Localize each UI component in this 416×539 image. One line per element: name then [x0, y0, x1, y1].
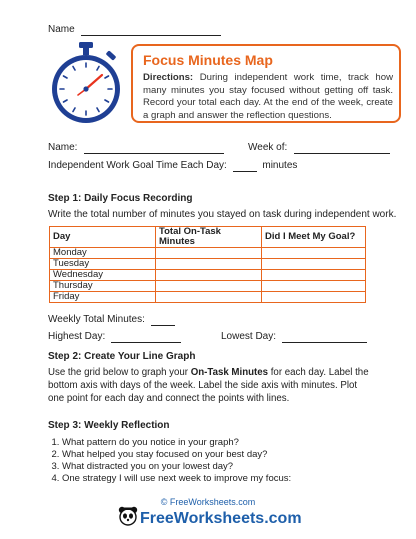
directions-text: During independent work time, track how many minutes you stay focused without getting off task. Record your total each day. At the end of the week, create a graph and answer the reflection questions.	[143, 72, 393, 121]
day-cell: Monday	[50, 248, 156, 259]
step2-heading: Step 2: Create Your Line Graph	[48, 351, 196, 362]
minutes-cell[interactable]	[156, 292, 262, 303]
top-name-field	[48, 24, 221, 36]
goal-label: Independent Work Goal Time Each Day:	[48, 160, 227, 171]
step3-heading: Step 3: Weekly Reflection	[48, 420, 170, 431]
table-row	[50, 281, 366, 292]
goal-cell[interactable]	[262, 270, 366, 281]
day-cell: Wednesday	[50, 270, 156, 281]
table-row	[50, 292, 366, 303]
step1-instruction: Write the total number of minutes you stayed on task during independent work.	[48, 209, 397, 220]
name-field	[48, 142, 224, 154]
column-header: Day	[50, 227, 156, 248]
highest-day-label: Highest Day:	[48, 331, 106, 342]
goal-unit: minutes	[262, 160, 298, 171]
weekly-total-field	[48, 314, 175, 326]
minutes-cell[interactable]	[156, 270, 262, 281]
header-card	[131, 44, 401, 123]
name-label: Name:	[48, 142, 78, 153]
panda-icon	[118, 506, 138, 526]
top-name-label: Name	[48, 24, 75, 35]
column-header: Total On-Task Minutes	[156, 227, 262, 248]
footer-brand	[140, 510, 302, 528]
highest-day-field	[48, 331, 181, 343]
focus-table	[49, 226, 366, 303]
week-field	[248, 142, 390, 154]
table-row	[50, 248, 366, 259]
week-label: Week of:	[248, 142, 288, 153]
goal-cell[interactable]	[262, 281, 366, 292]
minutes-cell[interactable]	[156, 248, 262, 259]
table-row	[50, 270, 366, 281]
goal-cell[interactable]	[262, 248, 366, 259]
directions-label: Directions:	[143, 72, 194, 83]
step1-heading: Step 1: Daily Focus Recording	[48, 193, 193, 204]
step2-text-before: Use the grid below to graph your	[48, 367, 191, 378]
footer-url[interactable]: © FreeWorksheets.com	[160, 497, 256, 507]
day-cell: Friday	[50, 292, 156, 303]
day-cell: Thursday	[50, 281, 156, 292]
week-line[interactable]	[294, 142, 390, 154]
goal-field	[48, 160, 297, 172]
goal-cell[interactable]	[262, 292, 366, 303]
day-cell: Tuesday	[50, 259, 156, 270]
goal-line[interactable]	[233, 160, 257, 172]
reflection-list	[48, 437, 291, 485]
footer-brand-text: FreeWorksheets.com	[140, 510, 302, 527]
step2-text-bold: On-Task Minutes	[190, 367, 269, 378]
lowest-day-field	[221, 331, 367, 343]
stopwatch-icon	[44, 41, 128, 127]
column-header: Did I Meet My Goal?	[262, 227, 366, 248]
lowest-day-label: Lowest Day:	[221, 331, 277, 342]
goal-cell[interactable]	[262, 259, 366, 270]
highest-day-line[interactable]	[111, 331, 181, 343]
minutes-cell[interactable]	[156, 281, 262, 292]
lowest-day-line[interactable]	[282, 331, 367, 343]
directions	[143, 72, 393, 122]
step2-text-after: for each day. Label the bottom axis with days of the week. Label the side axis with minutes. Plot one point for each day and connect the points with lines.	[48, 367, 369, 404]
page-title: Focus Minutes Map	[143, 52, 273, 68]
list-item: 3. What distracted you on your lowest day?	[62, 461, 291, 473]
table-header-row	[50, 227, 366, 248]
top-name-line[interactable]	[81, 24, 221, 36]
list-item: 1. What pattern do you notice in your graph?	[62, 437, 291, 449]
list-item: 2. What helped you stay focused on your best day?	[62, 449, 291, 461]
weekly-total-line[interactable]	[151, 314, 175, 326]
list-item: 4. One strategy I will use next week to improve my focus:	[62, 473, 291, 485]
step2-instructions	[48, 367, 370, 405]
table-row	[50, 259, 366, 270]
name-line[interactable]	[84, 142, 224, 154]
weekly-total-label: Weekly Total Minutes:	[48, 314, 145, 325]
minutes-cell[interactable]	[156, 259, 262, 270]
